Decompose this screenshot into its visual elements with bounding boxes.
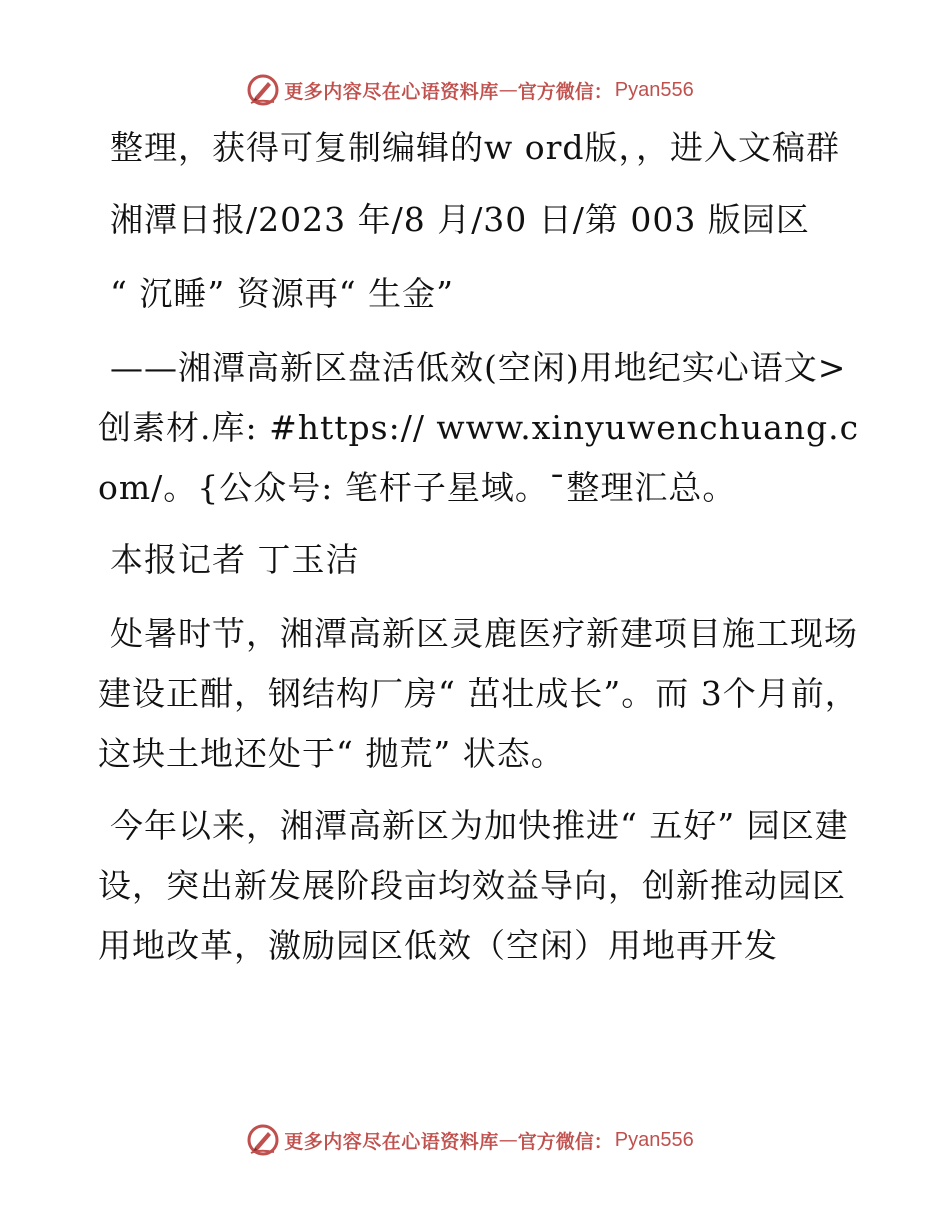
header-watermark-banner [0, 70, 950, 110]
footer-watermark-banner [0, 1120, 950, 1160]
pen-logo-icon [246, 1123, 280, 1157]
paragraph-2: 处暑时节，湘潭高新区灵鹿医疗新建项目施工现场建设正酣，钢结构厂房“ 茁壮成长”。而 3个月前，这块土地还处于“ 抛荒” 状态。 [98, 614, 859, 773]
pen-logo-icon [246, 73, 280, 107]
banner-text: 更多内容尽在心语资料库 [284, 80, 499, 103]
article-byline: 本报记者 丁玉洁 [110, 540, 360, 579]
banner-dash: — [498, 79, 518, 101]
banner-dash: — [498, 1129, 518, 1151]
article-title: “ 沉睡” 资源再“ 生金” [110, 274, 454, 313]
document-body [98, 118, 868, 988]
paragraph-3: 今年以来，湘潭高新区为加快推进“ 五好” 园区建设，突出新发展阶段亩均效益导向，创新推动园区用地改革，激励园区低效（空闲）用地再开发 [98, 806, 849, 965]
banner-text: 更多内容尽在心语资料库 [284, 1130, 499, 1153]
banner-wechat-label: 官方微信： [517, 1130, 613, 1153]
banner-wechat-id: Pyan556 [614, 1128, 694, 1151]
banner-wechat-label: 官方微信： [517, 80, 613, 103]
banner-wechat-id: Pyan556 [614, 78, 694, 101]
paragraph-1: 整理，获得可复制编辑的w ord版，，进入文稿群 [110, 128, 841, 167]
article-subtitle: ——湘潭高新区盘活低效(空闲)用地纪实心语文>创素材.库: #https:// www.xinyuwenchuang.com/。{公众号: 笔杆子星域。¯整理汇总。 [98, 348, 860, 507]
paragraph-source: 湘潭日报/2023 年/8 月/30 日/第 003 版园区 [110, 200, 810, 239]
